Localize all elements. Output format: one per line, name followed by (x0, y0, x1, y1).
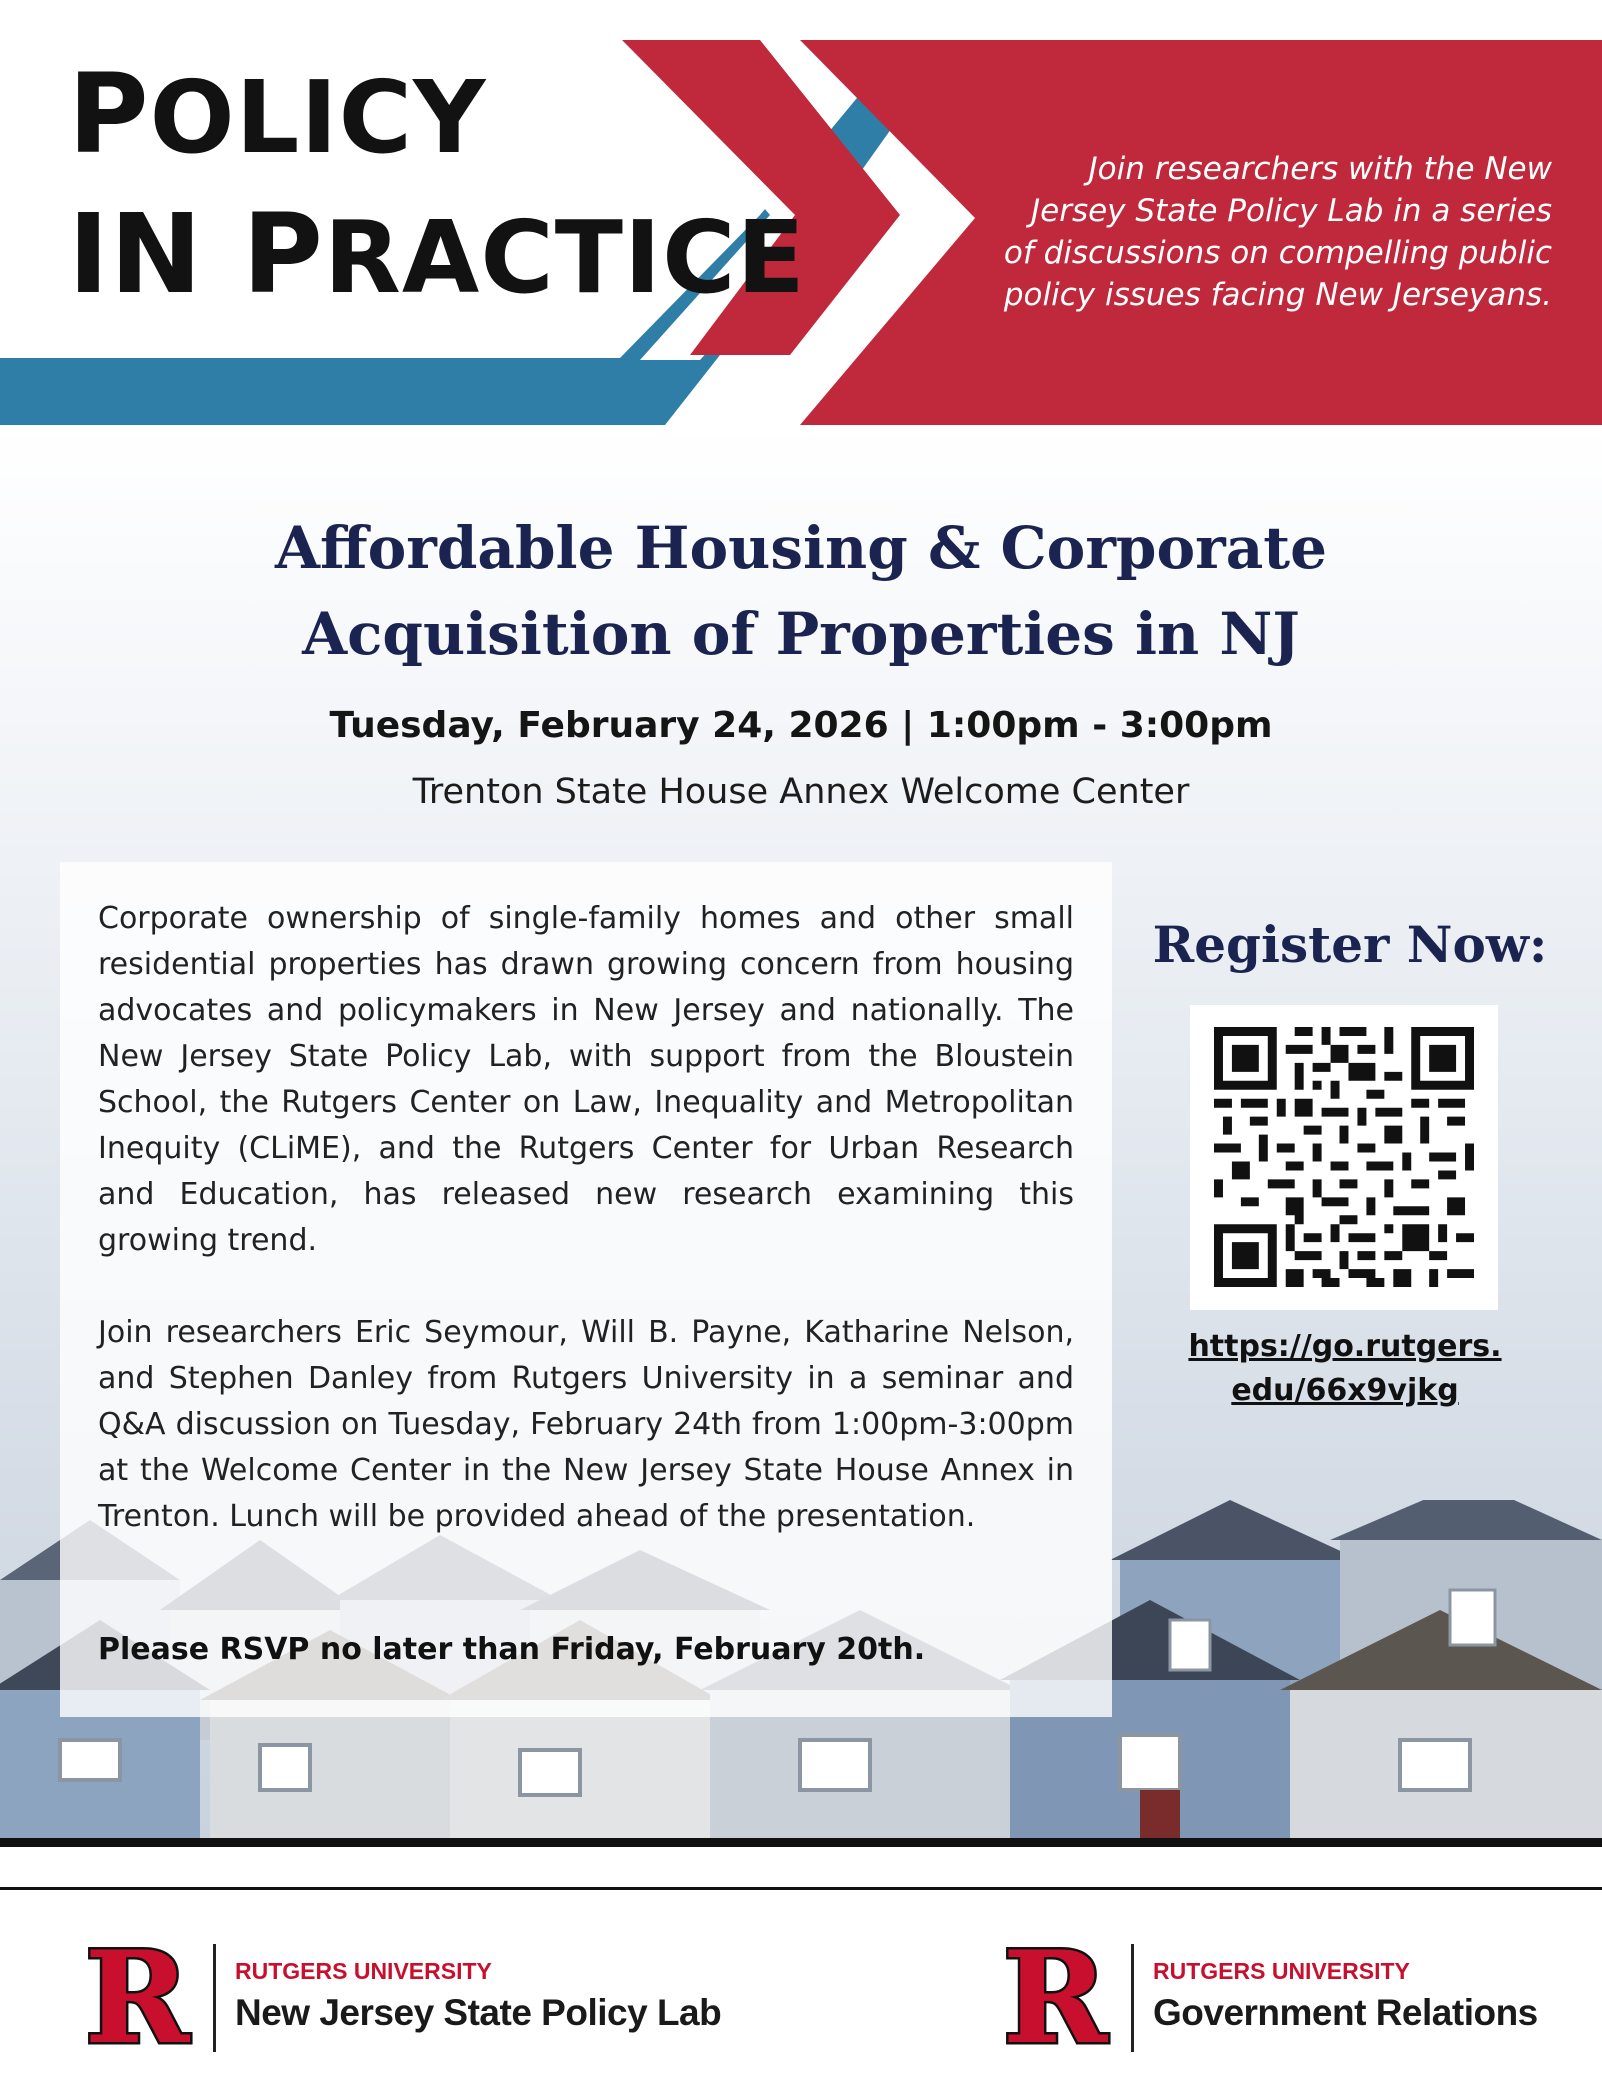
footer (0, 1890, 1602, 2078)
logo-unit-name: New Jersey State Policy Lab (235, 1992, 722, 2033)
rsvp-note: Please RSVP no later than Friday, February 20th. (98, 1632, 926, 1667)
series-title-line-1: POLICY (68, 50, 487, 178)
event-venue: Trenton State House Annex Welcome Center (412, 772, 1190, 812)
logo-university-name: RUTGERS UNIVERSITY (235, 1958, 492, 1984)
registration-link-line-1[interactable]: https://go.rutgers. (1188, 1329, 1502, 1364)
qr-code[interactable] (1190, 1005, 1498, 1310)
svg-text:R: R (84, 1938, 190, 2053)
footer-divider-thick (0, 1838, 1602, 1847)
logo-unit-name: Government Relations (1153, 1992, 1538, 2033)
registration-link[interactable] (1150, 1325, 1540, 1413)
event-datetime: Tuesday, February 24, 2026 | 1:00pm - 3:00pm (329, 705, 1273, 746)
series-title-line-2: IN PRACTICE (68, 190, 806, 318)
description-paragraph-2: Join researchers Eric Seymour, Will B. Payne, Katharine Nelson, and Stephen Danley from Rutgers University in a seminar and Q&A discussion on Tuesday, February 24th from 1:00pm-3:00pm at the Welcome Center in the New Jersey State House Annex in Trenton. Lunch will be provided ahead of the presentation. (98, 1315, 1074, 1534)
qr-code-image (1214, 1027, 1474, 1287)
rutgers-r-logo (75, 1938, 200, 2053)
event-title-line-2: Acquisition of Properties in NJ (302, 600, 1300, 668)
registration-link-line-2[interactable]: edu/66x9vjkg (1231, 1373, 1459, 1408)
logo-university-name: RUTGERS UNIVERSITY (1153, 1958, 1410, 1984)
logo-divider (213, 1944, 216, 2052)
svg-text:R: R (1002, 1938, 1108, 2053)
header-tagline: Join researchers with the New Jersey State Policy Lab in a series of discussions on compelling public policy issues facing New Jerseyans. (1003, 151, 1552, 313)
register-heading: Register Now: (1152, 915, 1548, 974)
event-title (160, 505, 1442, 677)
event-title-line-1: Affordable Housing & Corporate (275, 514, 1327, 582)
rutgers-r-logo (993, 1938, 1118, 2053)
logo-divider (1131, 1944, 1134, 2052)
description-panel (60, 862, 1112, 1717)
description-paragraph-1: Corporate ownership of single-family homes and other small residential properties has drawn growing concern from housing advocates and policymakers in New Jersey and nationally. The New Jersey State Policy Lab, with support from the Bloustein School, the Rutgers Center on Law, Inequality and Metropolitan Inequity (CLiME), and the Rutgers Center for Urban Research and Education, has released new research examining this growing trend. (98, 901, 1074, 1258)
